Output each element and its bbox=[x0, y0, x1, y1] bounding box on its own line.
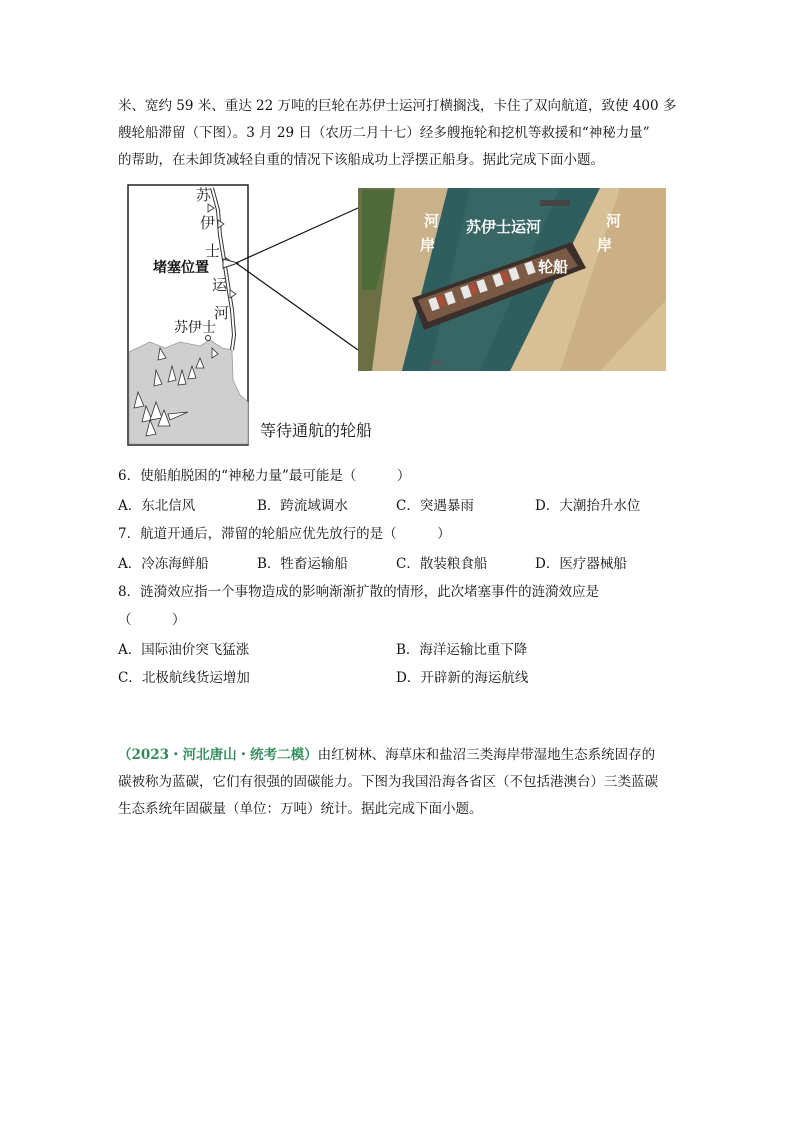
q6-option-d: D．大潮抬升水位 bbox=[535, 498, 641, 514]
intro-line-3: 的帮助，在未卸货减轻自重的情况下该船成功上浮摆正船身。据此完成下面小题。 bbox=[118, 152, 604, 168]
connector-bottom bbox=[236, 263, 358, 350]
q8-option-a: A．国际油价突飞猛涨 bbox=[118, 642, 250, 658]
question-6-stem bbox=[118, 464, 410, 484]
question-8-number: 8． bbox=[118, 584, 141, 600]
canal-char-2: 伊 bbox=[200, 214, 216, 232]
intro-line-1: 米、宽约 59 米、重达 22 万吨的巨轮在苏伊士运河打横搁浅，卡住了双向航道，致使 400 多 bbox=[118, 98, 677, 114]
intro-paragraph bbox=[118, 93, 678, 174]
section2-line-1 bbox=[118, 742, 678, 769]
question-8-blank: （ ） bbox=[118, 612, 186, 628]
question-7-number: 7． bbox=[118, 526, 141, 542]
q7-option-c: C．散装粮食船 bbox=[396, 556, 488, 572]
question-8-text: 涟漪效应指一个事物造成的影响渐渐扩散的情形，此次堵塞事件的涟漪效应是 bbox=[140, 584, 600, 600]
question-8-stem bbox=[118, 580, 599, 600]
q8-option-b: B．海洋运输比重下降 bbox=[396, 642, 528, 658]
blockage-label: 堵塞位置 bbox=[153, 260, 209, 276]
suez-figure bbox=[0, 180, 794, 450]
section2-line-2: 碳被称为蓝碳，它们有很强的固碳能力。下图为我国沿海各省区（不包括港澳台）三类蓝碳 bbox=[118, 774, 658, 790]
q6-option-c: C．突遇暴雨 bbox=[396, 498, 474, 514]
question-7-stem bbox=[118, 522, 451, 542]
left-bank-char-2: 岸 bbox=[420, 236, 436, 254]
question-6-text: 使船舶脱困的“神秘力量”最可能是（ ） bbox=[140, 468, 411, 484]
q8-option-c: C．北极航线货运增加 bbox=[118, 670, 250, 686]
left-bank-char-1: 河 bbox=[424, 212, 440, 230]
section2-source-tag: （2023・河北唐山・统考二模） bbox=[118, 747, 318, 763]
right-bank-char-2: 岸 bbox=[597, 236, 613, 254]
city-label: 苏伊士 bbox=[174, 320, 216, 336]
section2-line-1-text: 由红树林、海草床和盐沼三类海岸带湿地生态系统固存的 bbox=[317, 747, 656, 763]
canal-char-4: 运 bbox=[212, 276, 228, 294]
canal-photo-label: 苏伊士运河 bbox=[466, 218, 542, 236]
right-bank-char-1: 河 bbox=[606, 212, 622, 230]
ship-photo-label: 轮船 bbox=[538, 258, 569, 276]
gulf-of-suez bbox=[129, 340, 248, 444]
q6-option-b: B．跨流域调水 bbox=[257, 498, 348, 514]
section2-paragraph bbox=[118, 742, 678, 823]
canal-char-3: 士 bbox=[205, 242, 221, 260]
canal-char-5: 河 bbox=[214, 304, 230, 322]
q7-option-a: A．冷冻海鲜船 bbox=[118, 556, 209, 572]
connector-top bbox=[236, 208, 358, 263]
ships-waiting-label: 等待通航的轮船 bbox=[260, 421, 373, 440]
question-7-text: 航道开通后，滞留的轮船应优先放行的是（ ） bbox=[140, 526, 451, 542]
city-dot-icon bbox=[206, 336, 211, 341]
intro-line-2: 艘轮船滞留（下图）。3 月 29 日（农历二月十七）经多艘拖轮和挖机等救援和“神秘力量” bbox=[118, 125, 650, 141]
canal-char-1: 苏 bbox=[196, 186, 212, 204]
q8-option-d: D．开辟新的海运航线 bbox=[396, 670, 529, 686]
q7-option-b: B．牲畜运输船 bbox=[257, 556, 348, 572]
q6-option-a: A．东北信风 bbox=[118, 498, 196, 514]
q7-option-d: D．医疗器械船 bbox=[535, 556, 627, 572]
question-6-number: 6． bbox=[118, 468, 141, 484]
section2-line-3: 生态系统年固碳量（单位：万吨）统计。据此完成下面小题。 bbox=[118, 801, 483, 817]
